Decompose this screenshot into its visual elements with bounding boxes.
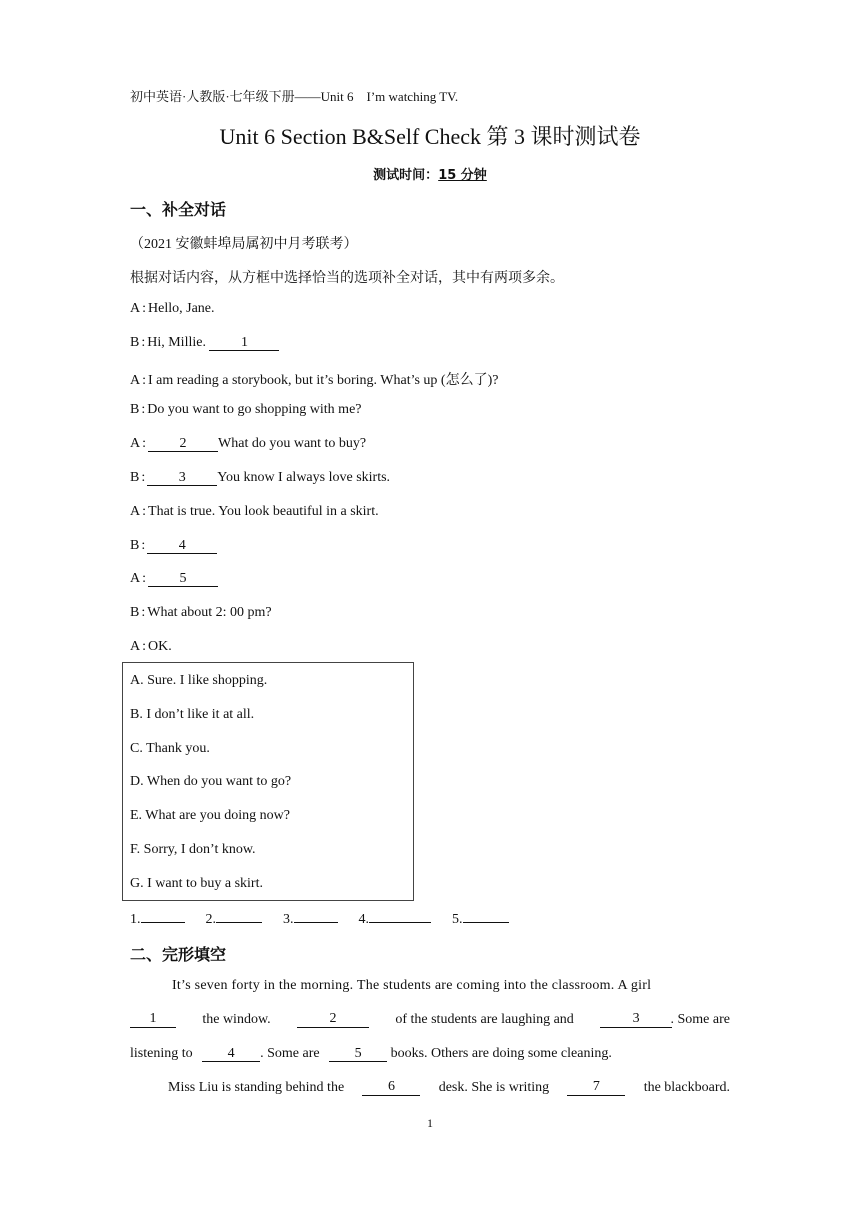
dialogue-blank-2[interactable]: 2: [148, 437, 218, 452]
cloze-line-3: [130, 1046, 612, 1062]
speaker-label: A: [130, 503, 141, 519]
dialogue-blank-5[interactable]: 5: [148, 572, 218, 587]
answer-row: [130, 912, 509, 928]
dialogue-text: OK.: [148, 639, 172, 654]
answer-label-5: 5.: [452, 912, 463, 927]
test-time: [0, 164, 860, 183]
answer-label-2: 2.: [205, 912, 216, 927]
option-item: A. Sure. I like shopping.: [130, 673, 268, 688]
section1-heading: 一、补全对话: [130, 200, 227, 219]
dialogue-blank-3[interactable]: 3: [147, 471, 217, 486]
dialogue-line: [130, 538, 217, 554]
speaker-label: B: [130, 605, 140, 621]
speaker-label: B: [130, 334, 140, 350]
dialogue-text: That is true. You look beautiful in a skirt.: [148, 503, 379, 519]
dialogue-text: Do you want to go shopping with me?: [147, 402, 362, 418]
cloze-text: of the students are laughing and: [395, 1012, 574, 1027]
dialogue-text: You know I always love skirts.: [217, 470, 391, 485]
dialogue-line: [130, 402, 362, 418]
section2-heading: 二、完形填空: [130, 945, 227, 964]
cloze-text: the window.: [202, 1012, 271, 1027]
answer-blank-1[interactable]: [141, 922, 185, 923]
option-item: D. When do you want to go?: [130, 774, 292, 790]
dialogue-line: [130, 301, 215, 317]
option-item: C. Thank you.: [130, 740, 210, 756]
dialogue-line: [130, 571, 218, 587]
speaker-colon: :: [142, 301, 147, 316]
dialogue-line: [130, 605, 272, 621]
cloze-line-4: [168, 1080, 730, 1096]
cloze-line-2: [130, 1012, 730, 1028]
speaker-label: A: [130, 372, 141, 388]
speaker-label: A: [130, 571, 141, 587]
dialogue-line: [130, 369, 498, 389]
dialogue-text: What about 2: 00 pm?: [147, 605, 272, 621]
dialogue-line: [130, 436, 366, 452]
speaker-colon: :: [141, 537, 146, 553]
cloze-text: . Some are: [260, 1046, 320, 1061]
answer-label-3: 3.: [283, 912, 294, 927]
cloze-blank-6[interactable]: 6: [362, 1080, 420, 1096]
cloze-text: It’s seven forty in the morning. The students are coming into the classroom. A girl: [172, 978, 652, 993]
test-time-value: 15 分钟: [438, 168, 487, 183]
dialogue-line: [130, 504, 379, 520]
dialogue-text: What do you want to buy?: [218, 436, 367, 452]
dialogue-text: I am reading a storybook, but it’s boring. What’s up (怎么了)?: [148, 372, 499, 388]
speaker-label: A: [130, 639, 141, 654]
dialogue-line: [130, 639, 172, 655]
option-item: B. I don’t like it at all.: [130, 706, 255, 722]
test-time-label: 测试时间：: [373, 168, 439, 183]
cloze-text: . Some are: [670, 1012, 730, 1027]
speaker-colon: :: [142, 503, 147, 519]
speaker-colon: :: [141, 334, 146, 350]
page-header: 初中英语·人教版·七年级下册——Unit 6 I’m watching TV.: [130, 89, 459, 104]
answer-blank-4[interactable]: [369, 922, 431, 923]
cloze-blank-5[interactable]: 5: [329, 1047, 387, 1062]
dialogue-line: [130, 470, 390, 486]
cloze-text: listening to: [130, 1046, 193, 1061]
page-title: Unit 6 Section B&Self Check 第 3 课时测试卷: [219, 124, 641, 149]
dialogue-text: Hi, Millie.: [147, 334, 210, 350]
speaker-label: B: [130, 402, 140, 418]
option-item: E. What are you doing now?: [130, 808, 290, 824]
speaker-colon: :: [141, 402, 146, 418]
option-item: F. Sorry, I don’t know.: [130, 842, 256, 857]
speaker-label: B: [130, 537, 140, 553]
cloze-line-1: [130, 978, 730, 994]
speaker-label: A: [130, 301, 141, 316]
answer-label-1: 1.: [130, 912, 141, 927]
cloze-text: the blackboard.: [643, 1080, 730, 1095]
answer-label-4: 4.: [358, 912, 369, 927]
section1-instruction: 根据对话内容，从方框中选择恰当的选项补全对话，其中有两项多余。: [130, 271, 564, 286]
section1-source: （2021 安徽蚌埠局属初中月考联考）: [130, 237, 358, 252]
dialogue-line: [130, 335, 279, 351]
cloze-blank-7[interactable]: 7: [567, 1080, 625, 1096]
answer-blank-5[interactable]: [463, 922, 509, 923]
option-item: G. I want to buy a skirt.: [130, 875, 263, 891]
cloze-blank-2[interactable]: 2: [297, 1012, 369, 1028]
cloze-blank-4[interactable]: 4: [202, 1047, 260, 1062]
dialogue-blank-4[interactable]: 4: [147, 539, 217, 554]
cloze-blank-3[interactable]: 3: [600, 1012, 672, 1028]
cloze-blank-1[interactable]: 1: [130, 1012, 176, 1028]
speaker-colon: :: [142, 372, 147, 388]
dialogue-text: Hello, Jane.: [148, 301, 215, 316]
cloze-text: books. Others are doing some cleaning.: [390, 1046, 612, 1061]
speaker-label: A: [130, 436, 141, 452]
answer-blank-3[interactable]: [294, 922, 338, 923]
speaker-colon: :: [142, 639, 147, 654]
dialogue-blank-1[interactable]: 1: [209, 336, 279, 351]
speaker-label: B: [130, 470, 140, 485]
cloze-text: Miss Liu is standing behind the: [168, 1080, 345, 1095]
speaker-colon: :: [141, 470, 146, 485]
speaker-colon: :: [142, 571, 147, 587]
speaker-colon: :: [141, 605, 146, 621]
page-number: 1: [427, 1116, 433, 1130]
speaker-colon: :: [142, 436, 147, 452]
answer-blank-2[interactable]: [216, 922, 262, 923]
cloze-text: desk. She is writing: [438, 1080, 550, 1095]
